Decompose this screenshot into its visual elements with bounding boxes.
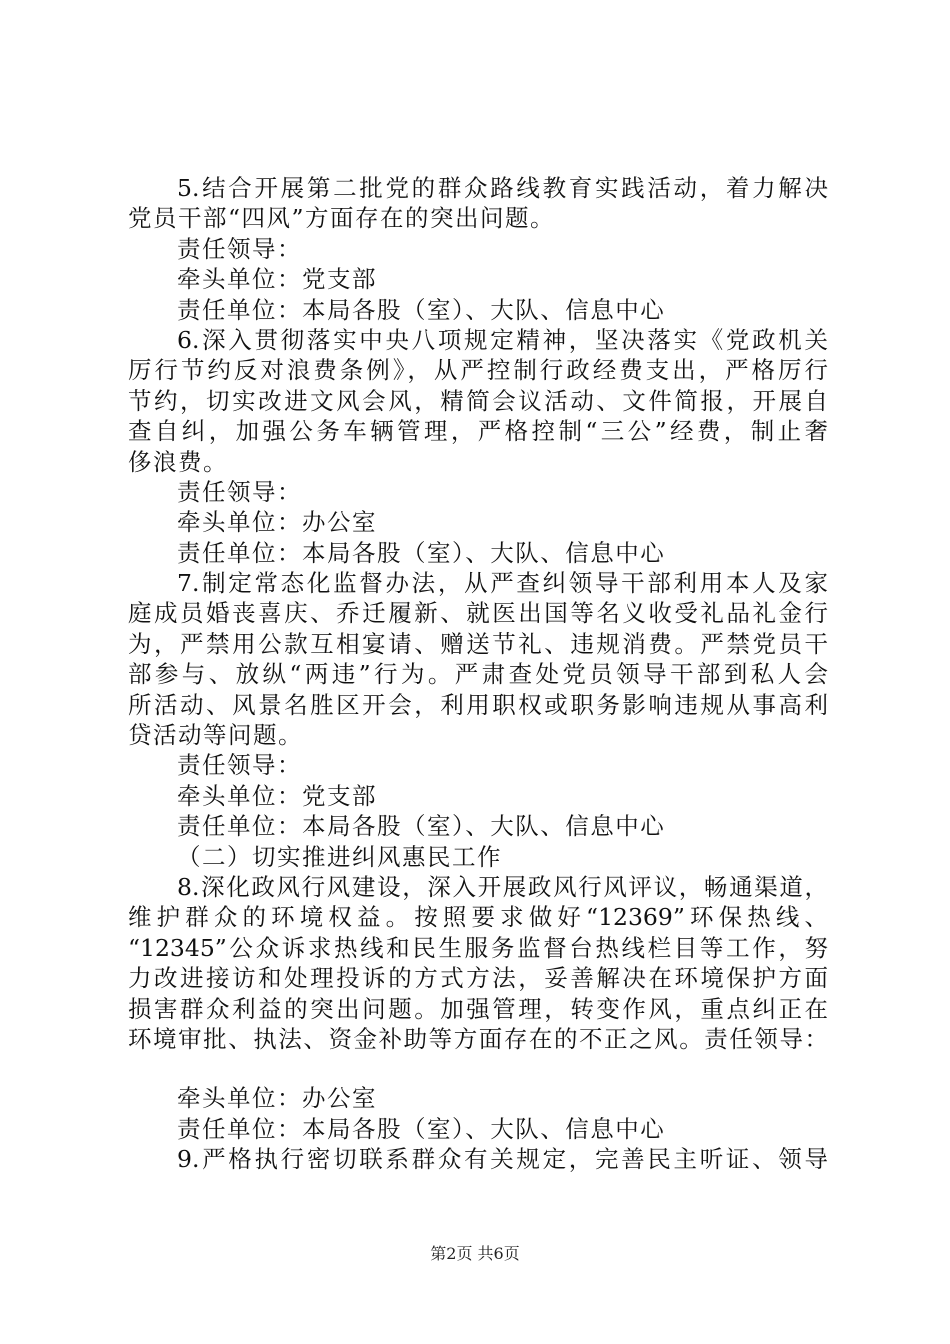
blank-line [128, 1054, 828, 1083]
text-line: 7.制定常态化监督办法，从严查纠领导干部利用本人及家 [177, 569, 828, 598]
text-line: 6.深入贯彻落实中央八项规定精神，坚决落实《党政机关 [177, 325, 828, 354]
text-line: （二）切实推进纠风惠民工作 [177, 842, 502, 871]
text-line: 贷活动等问题。 [128, 721, 303, 750]
text-line: 力改进接访和处理投诉的方式方法，妥善解决在环境保护方面 [128, 964, 828, 993]
text-line: 损害群众利益的突出问题。加强管理，转变作风，重点纠正在 [128, 994, 828, 1023]
text-line: 牵头单位：办公室 [177, 1084, 377, 1113]
text-line: 厉行节约反对浪费条例》，从严控制行政经费支出，严格厉行 [128, 356, 828, 385]
text-line: 责任单位：本局各股（室）、大队、信息中心 [177, 295, 666, 324]
text-line: 责任领导： [177, 234, 302, 263]
text-line: 侈浪费。 [128, 447, 228, 476]
document-body [128, 173, 828, 1175]
text-line: 牵头单位：党支部 [177, 781, 377, 810]
text-line: 责任单位：本局各股（室）、大队、信息中心 [177, 812, 666, 841]
text-line: 环境审批、执法、资金补助等方面存在的不正之风。责任领导： [128, 1024, 828, 1053]
text-line: 为，严禁用公款互相宴请、赠送节礼、违规消费。严禁党员干 [128, 629, 828, 658]
text-line: 责任领导： [177, 751, 302, 780]
text-line: 牵头单位：办公室 [177, 508, 377, 537]
text-line: 查自纠，加强公务车辆管理，严格控制“三公”经费，制止奢 [128, 417, 828, 446]
text-line: 5.结合开展第二批党的群众路线教育实践活动，着力解决 [177, 174, 828, 202]
text-line: 维护群众的环境权益。按照要求做好“12369”环保热线、 [128, 903, 828, 932]
text-line: 9.严格执行密切联系群众有关规定，完善民主听证、领导 [177, 1145, 828, 1174]
text-line: 所活动、风景名胜区开会，利用职权或职务影响违规从事高利 [128, 690, 828, 719]
text-line: 责任单位：本局各股（室）、大队、信息中心 [177, 1114, 666, 1143]
text-line: “12345”公众诉求热线和民生服务监督台热线栏目等工作，努 [128, 933, 828, 962]
text-line: 庭成员婚丧喜庆、乔迁履新、就医出国等名义收受礼品礼金行 [128, 599, 828, 628]
text-line: 部参与、放纵“两违”行为。严肃查处党员领导干部到私人会 [128, 660, 828, 689]
text-line: 责任单位：本局各股（室）、大队、信息中心 [177, 538, 666, 567]
text-line: 牵头单位：党支部 [177, 265, 377, 294]
text-line: 党员干部“四风”方面存在的突出问题。 [128, 204, 556, 233]
text-line: 8.深化政风行风建设，深入开展政风行风评议，畅通渠道， [177, 872, 828, 901]
text-line: 责任领导： [177, 477, 302, 506]
text-line: 节约，切实改进文风会风，精简会议活动、文件简报，开展自 [128, 386, 828, 415]
page-footer: 第2页 共6页 [430, 1244, 520, 1263]
